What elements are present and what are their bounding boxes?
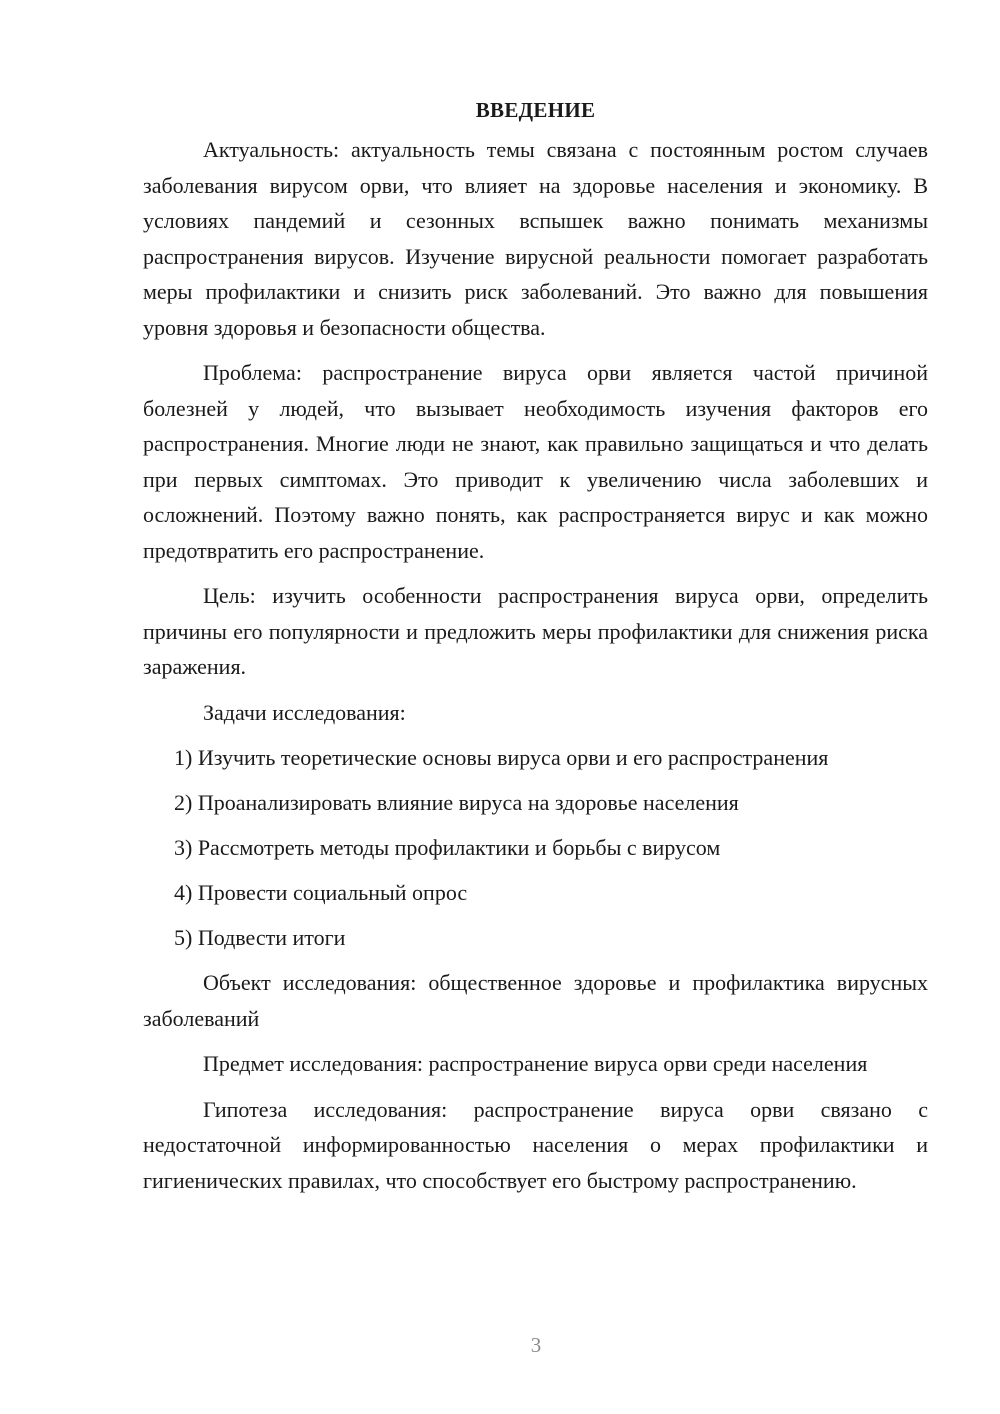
page-number: 3 [530, 1333, 542, 1357]
task-item: 2) Проанализировать влияние вируса на здоровье населения [174, 790, 739, 815]
document-page [143, 92, 928, 1208]
goal-paragraph: Цель: изучить особенности распространения вируса орви, определить причины его популярности и предложить меры профилактики для снижения риска заражения. [143, 583, 928, 679]
hypothesis-paragraph: Гипотеза исследования: распространение вируса орви связано с недостаточной информированностью населения о мерах профилактики и гигиенических правилах, что способствует его быстрому распространению. [143, 1096, 928, 1193]
problem-paragraph: Проблема: распространение вируса орви является частой причиной болезней у людей, что вызывает необходимость изучения факторов его распространения. Многие люди не знают, как правильно защищаться и что делать при первых симптомах. Это приводит к увеличению числа заболевших и осложнений. Поэтому важно понять, как распространяется вирус и как можно предотвратить его распространение. [143, 360, 928, 563]
relevance-paragraph: Актуальность: актуальность темы связана с постоянным ростом случаев заболевания вирусом орви, что влияет на здоровье населения и экономику. В условиях пандемий и сезонных вспышек важно понимать механизмы распространения вирусов. Изучение вирусной реальности помогает разработать меры профилактики и снизить риск заболеваний. Это важно для повышения уровня здоровья и безопасности общества. [143, 137, 928, 340]
subject-paragraph: Предмет исследования: распространение вируса орви среди населения [203, 1051, 868, 1076]
tasks-heading: Задачи исследования: [203, 699, 406, 725]
task-item: 3) Рассмотреть методы профилактики и борьбы с вирусом [174, 835, 721, 860]
task-item: 5) Подвести итоги [174, 925, 346, 950]
task-item: 1) Изучить теоретические основы вируса орви и его распространения [174, 745, 829, 770]
section-title: ВВЕДЕНИЕ [475, 98, 596, 122]
object-paragraph: Объект исследования: общественное здоровье и профилактика вирусных заболеваний [143, 970, 928, 1031]
tasks-list [143, 740, 928, 956]
task-item: 4) Провести социальный опрос [174, 880, 468, 905]
